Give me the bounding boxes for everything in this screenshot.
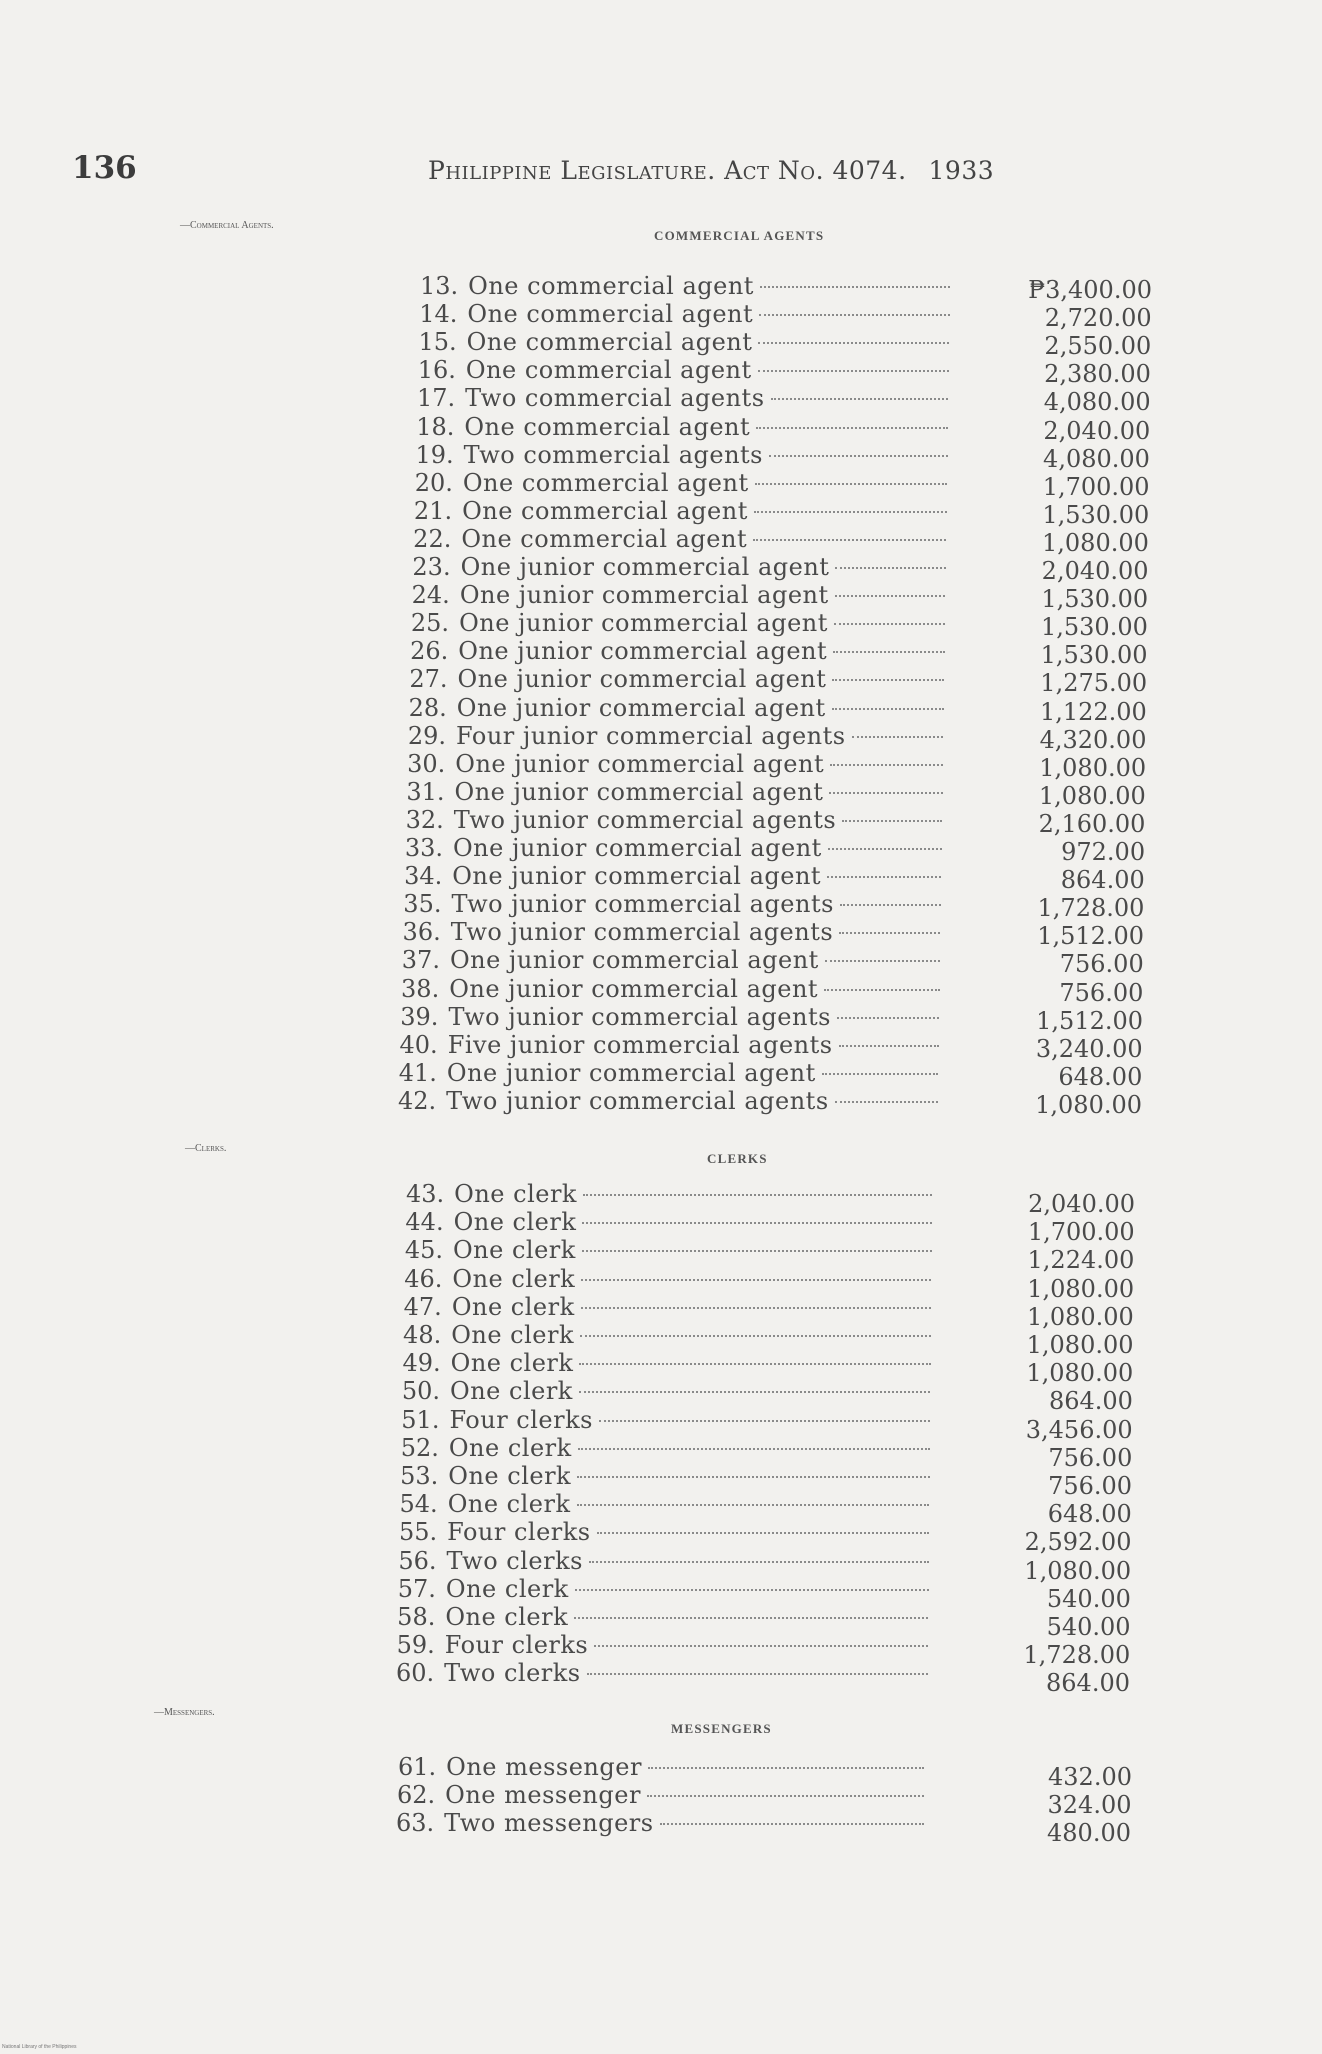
line-item (397, 1781, 932, 1809)
dot-leader (574, 1617, 928, 1619)
line-item (415, 441, 955, 469)
item-description: One junior commercial agent (459, 609, 828, 638)
line-item (420, 272, 958, 300)
line-item (399, 1059, 947, 1087)
dot-leader (825, 960, 940, 962)
item-number: 19. (415, 440, 454, 469)
dot-leader (577, 1476, 930, 1478)
item-number: 63. (396, 1809, 435, 1838)
dot-leader (839, 1045, 939, 1047)
line-item (403, 918, 949, 946)
line-item (413, 525, 954, 553)
dot-leader (771, 398, 949, 400)
section-heading: COMMERCIAL AGENTS (654, 228, 825, 243)
section-margin-note: —Messengers. (154, 1707, 215, 1718)
dot-leader (839, 932, 940, 934)
dot-leader (852, 736, 944, 738)
dot-leader (599, 1420, 930, 1422)
item-description: One clerk (451, 1321, 575, 1349)
dot-leader (647, 1795, 924, 1797)
item-amount: 1,728.00 (1037, 894, 1145, 923)
item-description: One commercial agent (467, 300, 754, 329)
item-description: Two junior commercial agents (448, 1002, 831, 1031)
dot-leader (769, 455, 948, 457)
line-item (407, 750, 951, 778)
running-head-year: 1933 (928, 156, 995, 185)
item-description: Four clerks (449, 1405, 593, 1434)
footer-note: National Library of the Philippines (2, 2044, 77, 2050)
item-description: One messenger (445, 1781, 641, 1810)
item-number: 17. (416, 384, 456, 413)
dot-leader (755, 483, 947, 485)
dot-leader (835, 1101, 938, 1103)
item-description: One junior commercial agent (457, 665, 827, 694)
item-number: 57. (397, 1574, 436, 1603)
item-number: 30. (407, 749, 446, 778)
item-description: One clerk (445, 1574, 569, 1603)
item-amount: 4,080.00 (1043, 444, 1150, 473)
line-item (414, 497, 955, 525)
dot-leader (828, 848, 942, 850)
dot-leader (756, 427, 948, 429)
dot-leader (832, 708, 944, 710)
item-description: One commercial agent (461, 524, 748, 553)
item-amount: 756.00 (1048, 1472, 1133, 1500)
item-amount: 2,040.00 (1041, 557, 1149, 585)
item-amount: 1,700.00 (1042, 472, 1150, 501)
item-amount: 1,080.00 (1035, 1090, 1142, 1119)
item-number: 53. (400, 1462, 439, 1490)
item-number: 39. (400, 1002, 439, 1031)
line-item (412, 553, 953, 581)
dot-leader (597, 1532, 930, 1534)
item-number: 54. (399, 1490, 438, 1519)
item-number: 33. (404, 834, 443, 862)
item-amount: 864.00 (1060, 866, 1145, 895)
item-description: Two commercial agents (465, 384, 765, 413)
dot-leader (754, 511, 947, 513)
item-description: One junior commercial agent (459, 581, 829, 610)
line-item (400, 1490, 938, 1518)
item-amount: 648.00 (1058, 1062, 1143, 1091)
line-item (404, 862, 949, 890)
item-amount: 540.00 (1046, 1584, 1131, 1613)
item-amount: 2,040.00 (1028, 1190, 1135, 1218)
item-amount: 324.00 (1047, 1791, 1132, 1820)
dot-leader (578, 1448, 930, 1450)
item-amount: 1,700.00 (1027, 1218, 1135, 1247)
item-amount: 1,224.00 (1027, 1246, 1135, 1275)
line-item (418, 356, 957, 384)
item-description: One clerk (445, 1603, 569, 1631)
item-description: Two messengers (444, 1809, 654, 1838)
line-item (409, 694, 952, 722)
line-item (397, 1603, 936, 1631)
dot-leader (582, 1222, 931, 1224)
dot-leader (581, 1307, 931, 1309)
item-description: One junior commercial agent (446, 1058, 816, 1087)
item-amount: 648.00 (1047, 1500, 1132, 1529)
dot-leader (830, 764, 943, 766)
dot-leader (583, 1194, 932, 1196)
item-description: One junior commercial agent (454, 777, 824, 806)
dot-leader (589, 1561, 929, 1563)
item-description: One clerk (454, 1180, 577, 1208)
line-item (400, 1462, 938, 1490)
item-amount: ₱3,400.00 (1028, 276, 1152, 304)
dot-leader (827, 876, 941, 878)
item-description: One commercial agent (462, 468, 749, 497)
dot-leader (577, 1504, 930, 1506)
item-number: 48. (403, 1321, 442, 1349)
item-number: 32. (405, 805, 444, 834)
item-description: One commercial agent (466, 328, 753, 357)
item-number: 14. (419, 300, 458, 329)
item-description: One junior commercial agent (452, 862, 822, 891)
item-description: Two junior commercial agents (451, 890, 834, 919)
item-number: 13. (420, 272, 459, 300)
line-item (406, 806, 951, 834)
item-description: Four clerks (447, 1518, 591, 1547)
line-item (416, 413, 956, 441)
item-number: 49. (402, 1349, 441, 1378)
item-number: 21. (413, 496, 453, 525)
item-description: One junior commercial agent (458, 637, 828, 666)
item-number: 35. (403, 890, 442, 919)
item-amount: 1,080.00 (1026, 1359, 1134, 1388)
item-amount: 4,080.00 (1043, 388, 1151, 417)
dot-leader (759, 314, 949, 316)
running-head (428, 156, 994, 185)
item-description: One clerk (450, 1349, 574, 1378)
dot-leader (822, 1073, 939, 1075)
line-item (401, 1434, 938, 1462)
item-description: One junior commercial agent (456, 693, 826, 722)
item-number: 43. (406, 1180, 445, 1208)
dot-leader (835, 595, 946, 597)
line-item (400, 1031, 947, 1059)
item-description: One junior commercial agent (460, 553, 830, 581)
dot-leader (581, 1279, 931, 1281)
line-item (400, 1003, 947, 1031)
item-number: 51. (401, 1405, 440, 1434)
line-item (402, 946, 948, 974)
item-amount: 4,320.00 (1039, 725, 1147, 754)
item-number: 40. (399, 1030, 438, 1059)
item-amount: 864.00 (1048, 1387, 1133, 1416)
item-amount: 756.00 (1059, 950, 1144, 979)
item-description: One junior commercial agent (455, 749, 825, 778)
section-margin-note: —Clerks. (185, 1143, 227, 1154)
item-amount: 432.00 (1048, 1763, 1132, 1791)
item-number: 28. (408, 693, 447, 722)
item-description: One clerk (448, 1462, 572, 1490)
dot-leader (587, 1673, 928, 1675)
item-number: 58. (397, 1603, 436, 1631)
item-description: One junior commercial agent (449, 946, 819, 975)
item-description: Five junior commercial agents (447, 1030, 833, 1059)
item-amount: 1,530.00 (1041, 585, 1149, 614)
item-number: 55. (398, 1518, 438, 1547)
item-amount: 3,456.00 (1025, 1415, 1133, 1444)
item-description: One clerk (448, 1433, 572, 1462)
item-description: Two junior commercial agents (453, 805, 837, 834)
item-number: 50. (401, 1377, 441, 1406)
line-item (398, 1087, 946, 1115)
item-amount: 2,550.00 (1044, 332, 1152, 361)
line-item (396, 1659, 936, 1687)
line-item (404, 1265, 939, 1293)
item-description: One clerk (450, 1377, 573, 1406)
line-item (396, 1809, 932, 1837)
dot-leader (579, 1363, 930, 1365)
dot-leader (842, 820, 942, 822)
item-number: 46. (404, 1264, 443, 1293)
item-description: Two junior commercial agents (450, 918, 834, 947)
item-amount: 972.00 (1061, 838, 1146, 866)
line-item (398, 1575, 937, 1603)
item-number: 27. (409, 665, 448, 694)
dot-leader (824, 989, 940, 991)
line-item (419, 300, 957, 328)
line-item (411, 609, 953, 637)
line-item (403, 1321, 939, 1349)
item-number: 18. (416, 412, 455, 441)
item-amount: 1,080.00 (1027, 1274, 1135, 1303)
item-number: 52. (400, 1433, 439, 1462)
item-number: 56. (398, 1546, 437, 1575)
item-amount: 540.00 (1046, 1613, 1131, 1641)
page-number: 136 (72, 150, 137, 186)
item-amount: 1,275.00 (1040, 669, 1148, 698)
dot-leader (579, 1391, 930, 1393)
item-description: One clerk (452, 1236, 576, 1265)
item-amount: 1,080.00 (1026, 1331, 1134, 1359)
dot-leader (835, 567, 945, 569)
item-number: 47. (403, 1292, 442, 1321)
item-amount: 756.00 (1048, 1443, 1133, 1472)
item-description: One junior commercial agent (452, 834, 822, 862)
dot-leader (753, 539, 946, 541)
item-number: 61. (398, 1753, 437, 1781)
dot-leader (829, 792, 942, 794)
line-item (406, 778, 950, 806)
line-item (406, 1180, 940, 1208)
item-description: One clerk (447, 1490, 571, 1519)
line-item (402, 1349, 938, 1377)
item-number: 38. (401, 974, 440, 1003)
item-number: 36. (402, 918, 441, 947)
item-number: 60. (396, 1659, 435, 1688)
dot-leader (832, 679, 944, 681)
item-description: One commercial agent (465, 356, 752, 385)
item-number: 26. (410, 637, 449, 666)
line-item (399, 1518, 937, 1546)
item-amount: 1,530.00 (1040, 641, 1148, 670)
line-item (410, 637, 952, 665)
item-number: 42. (398, 1086, 437, 1115)
item-number: 24. (411, 581, 450, 610)
dot-leader (760, 286, 950, 288)
line-item (401, 975, 948, 1003)
item-number: 20. (414, 468, 453, 497)
item-number: 16. (417, 356, 456, 385)
item-description: One commercial agent (468, 272, 754, 300)
dot-leader (837, 1017, 939, 1019)
section-heading: MESSENGERS (671, 1721, 772, 1736)
dot-leader (758, 342, 949, 344)
item-amount: 2,160.00 (1038, 809, 1146, 838)
line-item (408, 722, 952, 750)
line-item (409, 665, 952, 693)
running-head-title: Philippine Legislature. Act No. 4074. (428, 156, 907, 185)
item-description: One junior commercial agent (449, 974, 819, 1003)
section-heading: CLERKS (707, 1151, 768, 1166)
line-item (418, 328, 957, 356)
dot-leader (834, 623, 945, 625)
item-amount: 2,040.00 (1043, 416, 1151, 445)
line-item (417, 384, 956, 412)
item-description: One commercial agent (464, 412, 751, 441)
item-number: 25. (410, 609, 450, 638)
line-item (405, 1208, 939, 1236)
item-number: 15. (418, 328, 457, 357)
item-number: 41. (398, 1058, 437, 1087)
item-description: Two junior commercial agents (446, 1086, 829, 1115)
dot-leader (575, 1589, 929, 1591)
item-amount: 3,240.00 (1035, 1034, 1143, 1063)
item-amount: 2,720.00 (1044, 304, 1152, 333)
item-amount: 1,080.00 (1038, 781, 1146, 810)
item-description: One clerk (451, 1292, 575, 1321)
item-description: One clerk (452, 1264, 576, 1293)
item-description: One clerk (453, 1208, 577, 1237)
item-description: Two commercial agents (463, 440, 763, 469)
dot-leader (758, 370, 949, 372)
item-amount: 1,512.00 (1036, 1006, 1144, 1035)
item-amount: 1,080.00 (1024, 1556, 1132, 1585)
item-amount: 1,080.00 (1039, 753, 1147, 782)
item-number: 62. (397, 1781, 436, 1810)
line-item (405, 1236, 940, 1264)
line-item (403, 890, 949, 918)
line-item (401, 1406, 938, 1434)
item-number: 23. (412, 553, 451, 581)
line-item (402, 1377, 938, 1405)
item-number: 29. (407, 721, 447, 750)
line-item (398, 1753, 932, 1781)
line-item (404, 1293, 939, 1321)
item-amount: 1,080.00 (1026, 1302, 1134, 1331)
item-number: 59. (396, 1631, 435, 1660)
dot-leader (833, 651, 944, 653)
dot-leader (582, 1250, 932, 1252)
dot-leader (594, 1645, 928, 1647)
item-description: One commercial agent (462, 496, 748, 525)
item-description: Four junior commercial agents (456, 721, 846, 750)
item-number: 31. (406, 777, 445, 806)
item-amount: 1,530.00 (1042, 500, 1150, 529)
line-item (397, 1631, 937, 1659)
section-margin-note: —Commercial Agents. (180, 220, 274, 231)
item-number: 22. (413, 524, 452, 553)
line-item (405, 834, 950, 862)
item-amount: 1,512.00 (1037, 922, 1145, 951)
item-amount: 480.00 (1047, 1819, 1131, 1848)
item-description: Two clerks (446, 1546, 583, 1575)
item-amount: 2,592.00 (1024, 1528, 1132, 1557)
item-number: 37. (401, 946, 440, 975)
item-description: One messenger (446, 1753, 642, 1781)
item-amount: 1,728.00 (1023, 1641, 1131, 1670)
line-item (412, 581, 954, 609)
item-amount: 1,122.00 (1039, 697, 1147, 726)
line-item (415, 469, 955, 497)
item-description: Two clerks (444, 1659, 581, 1688)
item-amount: 2,380.00 (1044, 360, 1151, 389)
item-amount: 1,080.00 (1042, 528, 1149, 557)
item-number: 34. (404, 862, 443, 891)
item-number: 44. (405, 1208, 444, 1237)
dot-leader (648, 1767, 924, 1769)
item-amount: 1,530.00 (1040, 613, 1148, 642)
dot-leader (580, 1335, 931, 1337)
item-amount: 756.00 (1059, 978, 1144, 1007)
line-item (398, 1547, 937, 1575)
item-number: 45. (404, 1236, 443, 1265)
item-amount: 864.00 (1046, 1669, 1130, 1698)
dot-leader (840, 904, 941, 906)
item-description: Four clerks (444, 1631, 589, 1660)
dot-leader (660, 1823, 924, 1825)
